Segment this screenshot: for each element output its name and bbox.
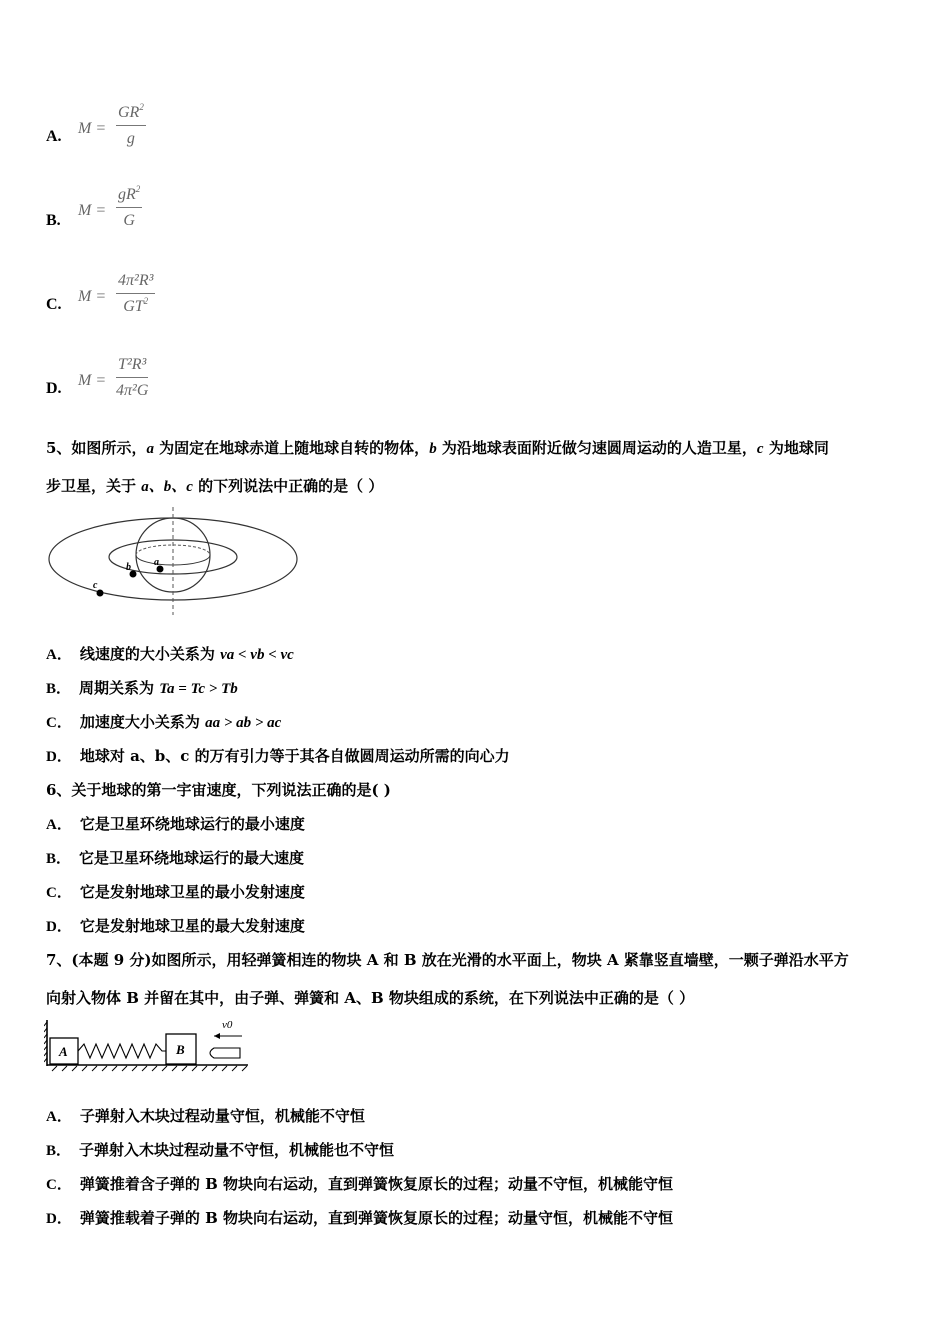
point-c (97, 590, 104, 597)
option-label: B. (46, 212, 61, 229)
q7-option-d: D． 弹簧推载着子弹的 B 物块向右运动，直到弹簧恢复原长的过程；动量守恒，机械能不守恒 (46, 1209, 673, 1227)
q5-stem-line2: 步卫星，关于 a、b、c 的下列说法中正确的是（ ） (46, 477, 384, 495)
q7-option-c: C． 弹簧推着含子弹的 B 物块向右运动，直到弹簧恢复原长的过程；动量不守恒，机械能守恒 (46, 1175, 673, 1193)
spring (78, 1044, 166, 1058)
relation: aa > ab > ac (205, 715, 282, 731)
q7-stem-line2: 向射入物体 B 并留在其中，由子弹、弹簧和 A、B 物块组成的系统，在下列说法中正确的是（ ） (46, 989, 695, 1007)
q5-orbit-figure (44, 505, 302, 617)
label-c: c (93, 580, 98, 591)
q7-option-b: B． 子弹射入木块过程动量不守恒，机械能也不守恒 (46, 1141, 395, 1159)
velocity-label: v0 (222, 1019, 233, 1031)
option-label: A. (46, 128, 62, 145)
q6-option-c: C． 它是发射地球卫星的最小发射速度 (46, 883, 305, 901)
q5-option-c: C． 加速度大小关系为 aa > ab > ac (46, 713, 282, 731)
label-b: b (126, 562, 131, 573)
q5-stem-line1: 5、如图所示，a 为固定在地球赤道上随地球自转的物体，b 为沿地球表面附近做匀速圆周运动的人造卫星，c 为地球同 (46, 439, 829, 457)
block-a-label: A (59, 1044, 68, 1059)
q7-spring-figure (44, 1016, 250, 1072)
bullet (210, 1048, 240, 1058)
q5-option-a: A． 线速度的大小关系为 va < vb < vc (46, 645, 294, 663)
q6-option-d: D． 它是发射地球卫星的最大发射速度 (46, 917, 305, 935)
relation: Ta = Tc > Tb (159, 681, 238, 697)
q6-option-a: A． 它是卫星环绕地球运行的最小速度 (46, 815, 305, 833)
label-a: a (154, 557, 159, 568)
q6-option-b: B． 它是卫星环绕地球运行的最大速度 (46, 849, 305, 867)
block-b-label: B (176, 1042, 185, 1057)
q5-option-d: D． 地球对 a、b、c 的万有引力等于其各自做圆周运动所需的向心力 (46, 747, 510, 765)
option-label: C. (46, 296, 62, 313)
option-label: D. (46, 380, 62, 397)
q5-option-b: B． 周期关系为 Ta = Tc > Tb (46, 679, 238, 697)
relation: va < vb < vc (220, 647, 294, 663)
q7-stem-line1: 7、(本题 9 分)如图所示，用轻弹簧相连的物块 A 和 B 放在光滑的水平面上，物块 A 紧靠竖直墙壁，一颗子弹沿水平方 (46, 951, 849, 969)
q7-option-a: A． 子弹射入木块过程动量守恒，机械能不守恒 (46, 1107, 365, 1125)
q6-stem: 6、关于地球的第一宇宙速度，下列说法正确的是( ) (46, 781, 391, 799)
